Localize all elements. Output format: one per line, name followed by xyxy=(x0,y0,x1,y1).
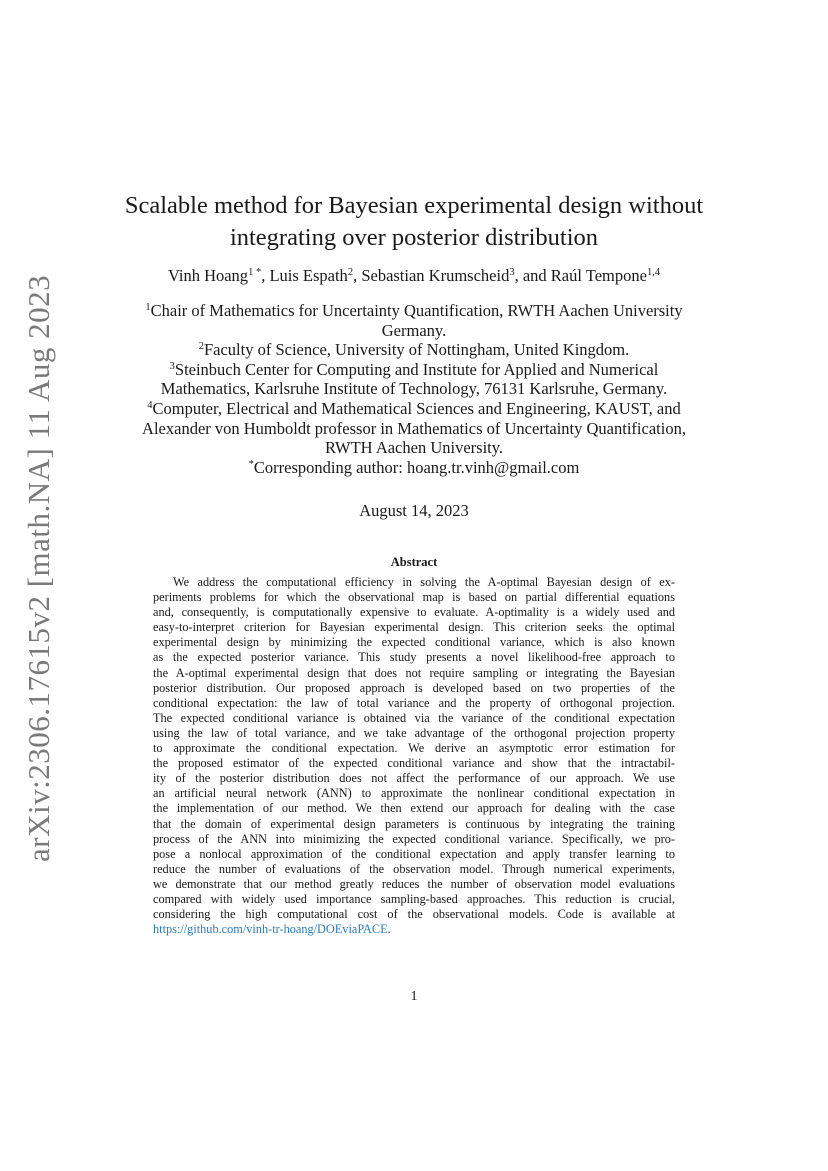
abstract-line: reduce the number of evaluations of the observation model. Through numerical experiments, xyxy=(153,861,675,876)
abstract-line: easy-to-interpret criterion for Bayesian experimental design. This criterion seeks the optimal xyxy=(153,620,675,635)
abstract-line: pose a nonlocal approximation of the conditional expectation and apply transfer learning to xyxy=(153,846,675,861)
title-line: Scalable method for Bayesian experimental design without xyxy=(124,192,704,219)
affiliation-line: Germany. xyxy=(381,320,447,340)
abstract-line: to approximate the conditional expectation. We derive an asymptotic error estimation for xyxy=(153,741,675,756)
author-separator: , and xyxy=(514,266,551,285)
affiliation-line xyxy=(80,360,748,380)
abstract-line: as the expected posterior variance. This study presents a novel likelihood-free approach to xyxy=(153,650,675,665)
arxiv-identifier-stamp: arXiv:2306.17615v2 [math.NA] 11 Aug 2023 xyxy=(21,274,56,862)
abstract-line: ity of the posterior distribution does not affect the performance of our approach. We use xyxy=(153,771,675,786)
affiliation-line xyxy=(80,340,748,360)
abstract-line: the proposed estimator of the expected conditional variance and show that the intractabil- xyxy=(153,756,675,771)
author-separator: , xyxy=(261,266,270,285)
author-list xyxy=(90,265,738,287)
affiliation-line xyxy=(80,301,748,321)
abstract-body xyxy=(153,575,675,937)
abstract-line: that the domain of experimental design parameters is continuous by integrating the training xyxy=(153,816,675,831)
abstract-line: posterior distribution. Our proposed approach is developed based on two properties of the xyxy=(153,680,675,695)
author-affiliation-mark: 3 xyxy=(509,267,515,278)
abstract-line: we demonstrate that our method greatly reduces the number of observation model evaluations xyxy=(153,876,675,891)
affiliation-line: Mathematics, Karlsruhe Institute of Technology, 76131 Karlsruhe, Germany. xyxy=(160,379,668,399)
author-name: Raúl Tempone xyxy=(550,266,647,285)
title-line: integrating over posterior distribution xyxy=(229,224,599,251)
publication-date: August 14, 2023 xyxy=(359,501,469,520)
author-name: Luis Espath xyxy=(269,266,348,285)
affiliation-text: Chair of Mathematics for Uncertainty Quantification, RWTH Aachen University xyxy=(150,301,683,320)
abstract-line: conditional expectation: the law of total variance and the property of orthogonal projection. xyxy=(153,695,675,710)
author-separator: , xyxy=(353,266,362,285)
abstract-line: an artificial neural network (ANN) to approximate the nonlinear conditional expectation in xyxy=(153,786,675,801)
affiliation-line: RWTH Aachen University. xyxy=(324,438,504,458)
affiliation-text: Faculty of Science, University of Nottingham, United Kingdom. xyxy=(203,340,630,360)
abstract-line: using the law of total variance, and we take advantage of the orthogonal projection property xyxy=(153,725,675,740)
affiliation-line: Alexander von Humboldt professor in Mathematics of Uncertainty Quantification, xyxy=(142,418,686,438)
code-repository-link[interactable]: https://github.com/vinh-tr-hoang/DOEviaPACE xyxy=(153,922,388,937)
corresponding-author-line xyxy=(80,458,748,478)
author-affiliation-mark: 1,4 xyxy=(646,267,661,278)
link-trailing-punctuation: . xyxy=(387,922,391,937)
paper-title xyxy=(90,190,738,254)
author-name: Vinh Hoang xyxy=(167,266,249,285)
abstract-line: We address the computational efficiency in solving the A-optimal Bayesian design of ex- xyxy=(173,575,675,589)
affiliation-mark: 3 xyxy=(169,360,175,372)
abstract-line: the A-optimal experimental design that does not require sampling or integrating the Bayesian xyxy=(153,665,675,680)
corresponding-author-mark: * xyxy=(248,458,254,470)
abstract-last-line xyxy=(153,922,675,937)
affiliation-list xyxy=(80,301,748,477)
abstract-heading: Abstract xyxy=(390,555,438,569)
author-name: Sebastian Krumscheid xyxy=(361,266,510,285)
abstract-line: and, consequently, is computationally expensive to evaluate. A-optimality is a widely used and xyxy=(153,605,675,620)
abstract-line: periments problems for which the observational map is based on partial differential equations xyxy=(153,590,675,605)
abstract-line: considering the high computational cost of the observational models. Code is available at xyxy=(153,907,675,922)
affiliation-line xyxy=(80,399,748,419)
affiliation-mark: 2 xyxy=(198,341,204,353)
abstract-line: The expected conditional variance is obtained via the variance of the conditional expectation xyxy=(153,710,675,725)
corresponding-author-text: Corresponding author: hoang.tr.vinh@gmail.com xyxy=(253,457,580,477)
abstract-line: compared with widely used importance sampling-based approaches. This reduction is crucial, xyxy=(153,891,675,906)
affiliation-mark: 4 xyxy=(147,399,153,411)
page-number: 1 xyxy=(410,989,418,1004)
abstract-line: process of the ANN into minimizing the expected conditional variance. Specifically, we pro- xyxy=(153,831,675,846)
abstract-line: experimental design by minimizing the expected conditional variance, which is also known xyxy=(153,635,675,650)
affiliation-mark: 1 xyxy=(145,302,151,313)
author-affiliation-mark: 1 * xyxy=(248,267,262,278)
affiliation-text: Steinbuch Center for Computing and Institute for Applied and Numerical xyxy=(174,359,659,379)
author-affiliation-mark: 2 xyxy=(347,267,354,278)
affiliation-text: Computer, Electrical and Mathematical Sciences and Engineering, KAUST, and xyxy=(152,398,681,418)
abstract-line: the implementation of our method. We then extend our approach for dealing with the case xyxy=(153,801,675,816)
